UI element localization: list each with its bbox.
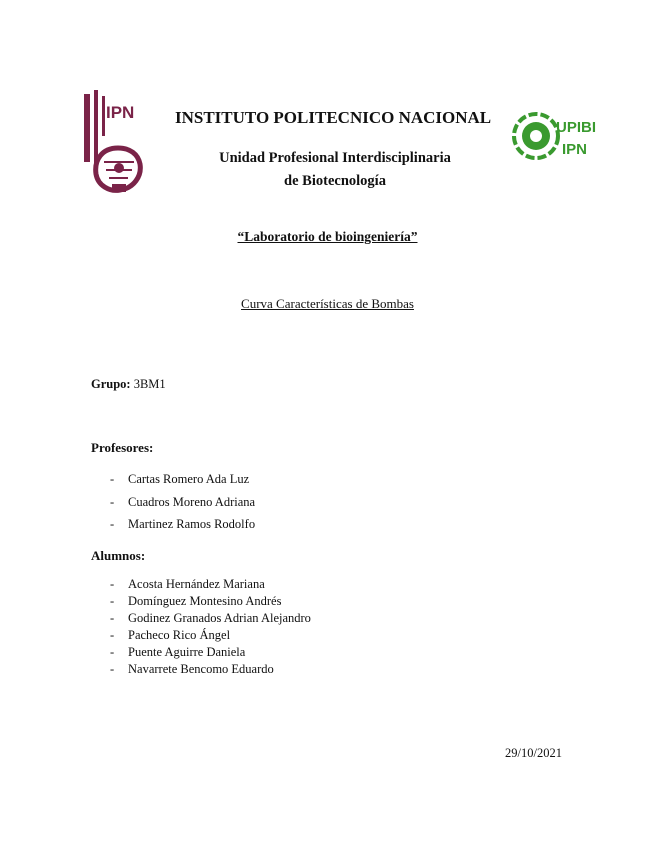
- professors-heading: Profesores:: [91, 440, 154, 455]
- ipn-logo-text: IPN: [106, 103, 135, 122]
- upibi-logo-subtext: IPN: [562, 141, 588, 158]
- students-heading: Alumnos:: [91, 548, 146, 563]
- unit-line-1: Unidad Profesional Interdisciplinaria: [219, 150, 451, 166]
- institution-title: INSTITUTO POLITECNICO NACIONAL: [175, 108, 492, 127]
- document-date: 29/10/2021: [505, 746, 562, 760]
- group-line: [91, 377, 166, 392]
- group-value: 3BM1: [133, 377, 166, 391]
- professor-item: - Cuadros Moreno Adriana: [110, 494, 255, 517]
- student-item: - Puente Aguirre Daniela: [110, 644, 311, 661]
- upibi-logo-text: UPIBI: [556, 119, 597, 136]
- student-item: - Domínguez Montesino Andrés: [110, 593, 311, 610]
- student-item: - Acosta Hernández Mariana: [110, 576, 311, 593]
- professors-list: [110, 471, 255, 539]
- ipn-logo: [82, 88, 154, 196]
- professor-item: - Cartas Romero Ada Luz: [110, 471, 255, 494]
- document-title: Curva Características de Bombas: [241, 296, 414, 311]
- upibi-logo: [512, 102, 597, 174]
- student-item: - Pacheco Rico Ángel: [110, 627, 311, 644]
- group-label: Grupo:: [91, 377, 131, 391]
- unit-line-2: de Biotecnología: [284, 173, 386, 189]
- professor-item: - Martinez Ramos Rodolfo: [110, 516, 255, 539]
- lab-title: “Laboratorio de bioingeniería”: [237, 229, 418, 244]
- students-list: [110, 576, 311, 678]
- student-item: - Godinez Granados Adrian Alejandro: [110, 610, 311, 627]
- student-item: - Navarrete Bencomo Eduardo: [110, 661, 311, 678]
